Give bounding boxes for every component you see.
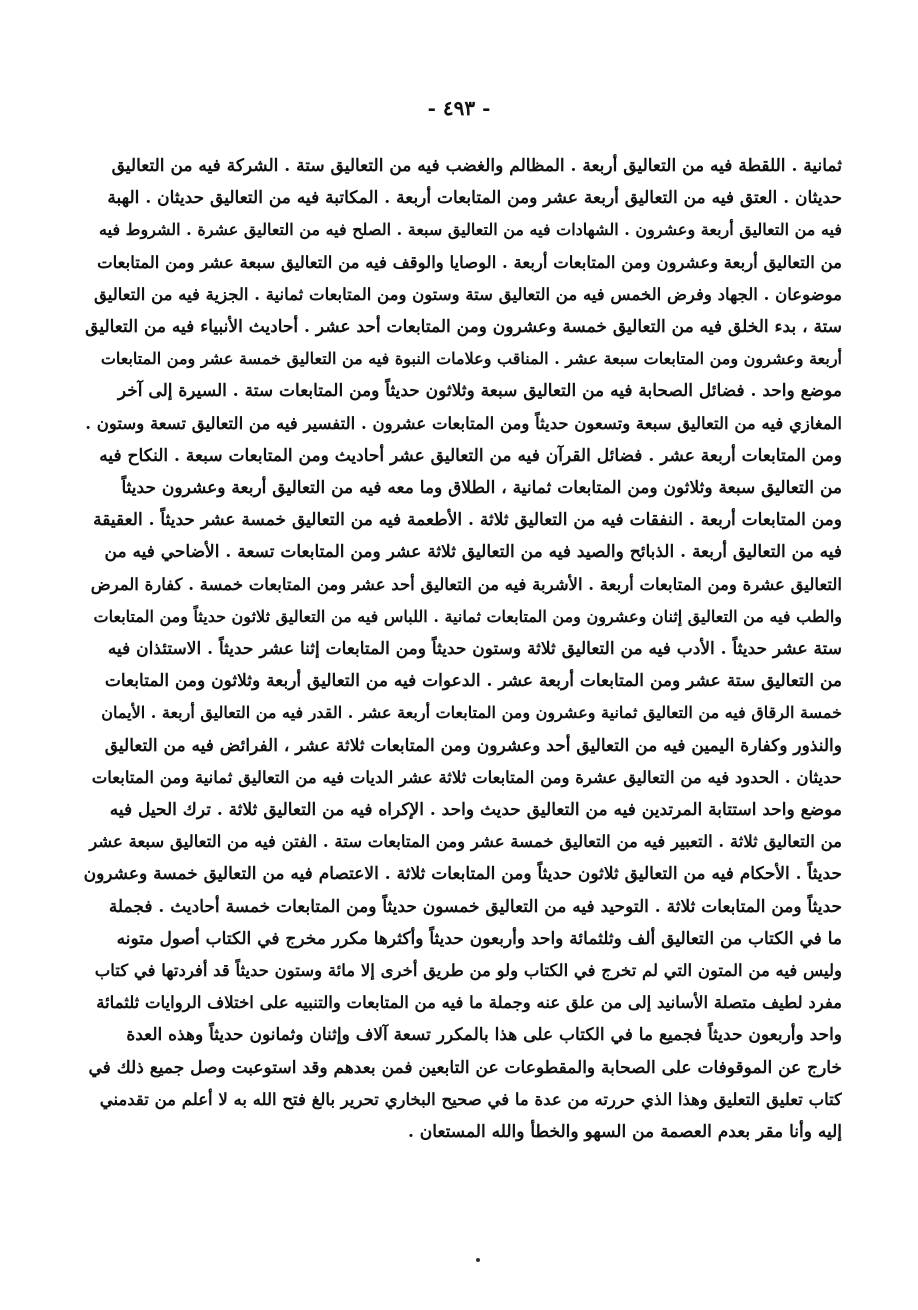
body-text bbox=[80, 150, 842, 1148]
text-line: والطب فيه من التعاليق إثنان وعشرون ومن المتابعات ثمانية . اللباس فيه من التعاليق ثلاثون حديثاً ومن المتابعات bbox=[93, 606, 842, 626]
text-line: خارج عن الموقوفات على الصحابة والمقطوعات عن التابعين فمن بعدهم وقد استوعبت وصل جميع ذلك في bbox=[88, 1057, 842, 1078]
text-line: أربعة وعشرون ومن المتابعات سبعة عشر . المناقب وعلامات النبوة فيه من التعاليق خمسة عشر ومن المتابعات bbox=[100, 349, 842, 369]
text-line: خمسة الرقاق فيه من التعاليق ثمانية وعشرون ومن المتابعات أربعة عشر . القدر فيه من التعاليق أربعة . الأيمان bbox=[101, 703, 842, 723]
text-line: ستة ، بدء الخلق فيه من التعاليق خمسة وعشرون ومن المتابعات أحد عشر . أحاديث الأنبياء فيه من التعاليق bbox=[85, 317, 842, 338]
text-line: التعاليق عشرة ومن المتابعات أربعة . الأشربة فيه من التعاليق أحد عشر ومن المتابعات خمسة . كفارة المرض bbox=[90, 574, 842, 594]
text-line: حديثاً ومن المتابعات ثلاثة . التوحيد فيه من التعاليق خمسون حديثاً ومن المتابعات خمسة أحاديث . فجملة bbox=[108, 896, 842, 917]
text-line: حديثان . الحدود فيه من التعاليق عشرة ومن المتابعات ثلاثة عشر الديات فيه من التعاليق ثمانية ومن المتابعات bbox=[91, 767, 842, 787]
text-line: كتاب تعليق التعليق وهذا الذي حررته من عدة ما في صحيح البخاري تحرير بالغ فتح الله به لا أعلم من تقدمني bbox=[99, 1089, 842, 1109]
text-line: موضوعان . الجهاد وفرض الخمس فيه من التعاليق ستة وستون ومن المتابعات ثمانية . الجزية فيه من التعاليق bbox=[93, 284, 842, 304]
text-line: من التعاليق سبعة وثلاثون ومن المتابعات ثمانية ، الطلاق وما معه فيه من التعاليق أربعة وعشرون حديثاً bbox=[121, 478, 842, 499]
text-line: مفرد لطيف متصلة الأسانيد إلى من علق عنه وجملة ما فيه من المتابعات والتنبيه على اختلاف الروايات ثلثمائة bbox=[96, 993, 842, 1013]
text-line: حديثان . العتق فيه من التعاليق أربعة عشر ومن المتابعات أربعة . المكاتبة فيه من التعاليق حديثان . الهبة bbox=[107, 188, 842, 209]
text-line: واحد وأربعون حديثاً فجميع ما في الكتاب على هذا بالمكرر تسعة آلاف وإثنان وثمانون حديثاً وهذه العدة bbox=[126, 1025, 842, 1046]
text-line: من التعاليق ثلاثة . التعبير فيه من التعاليق خمسة عشر ومن المتابعات ستة . الفتن فيه من التعاليق سبعة عشر bbox=[89, 832, 842, 852]
text-line: والنذور وكفارة اليمين فيه من التعاليق أحد وعشرون ومن المتابعات ثلاثة عشر ، الفرائض فيه من التعاليق bbox=[104, 735, 842, 756]
text-line: ما في الكتاب من التعاليق ألف وثلثمائة واحد وأربعون حديثاً وأكثرها مكرر مخرج في الكتاب أصول متونه bbox=[116, 928, 842, 949]
text-line: من التعاليق ستة عشر ومن المتابعات أربعة عشر . الدعوات فيه من التعاليق أربعة وثلاثون ومن المتابعات bbox=[104, 671, 842, 692]
text-line: فيه من التعاليق أربعة وعشرون . الشهادات فيه من التعاليق سبعة . الصلح فيه من التعاليق عشرة . الشروط فيه bbox=[99, 220, 842, 240]
text-line-last: إليه وأنا مقر بعدم العصمة من السهو والخطأ والله المستعان . bbox=[407, 1122, 842, 1143]
text-line: موضع واحد . فضائل الصحابة فيه من التعاليق سبعة وثلاثون حديثاً ومن المتابعات ستة . السيرة إلى آخر bbox=[117, 381, 842, 402]
text-line: ستة عشر حديثاً . الأدب فيه من التعاليق ثلاثة وستون حديثاً ومن المتابعات إثنا عشر حديثاً . الاستئذان فيه bbox=[107, 639, 842, 660]
text-line: ومن المتابعات أربعة عشر . فضائل القرآن فيه من التعاليق عشر أحاديث ومن المتابعات سبعة . النكاح فيه bbox=[99, 445, 842, 466]
text-line: فيه من التعاليق أربعة . الذبائح والصيد فيه من التعاليق ثلاثة عشر ومن المتابعات تسعة . الأضاحي فيه من bbox=[104, 542, 842, 563]
page-number: - ٤٩٣ - bbox=[427, 96, 491, 120]
text-line: ثمانية . اللقطة فيه من التعاليق أربعة . المظالم والغضب فيه من التعاليق ستة . الشركة فيه من التعاليق bbox=[111, 156, 842, 176]
text-line: وليس فيه من المتون التي لم تخرج في الكتاب ولو من طريق أخرى إلا مائة وستون حديثاً قد أفردتها في كتاب bbox=[94, 961, 842, 981]
text-line: حديثاً . الأحكام فيه من التعاليق ثلاثون حديثاً ومن المتابعات ثلاثة . الاعتصام فيه من التعاليق خمسة وعشرون bbox=[83, 864, 842, 885]
text-line: ومن المتابعات أربعة . النفقات فيه من التعاليق ثلاثة . الأطعمة فيه من التعاليق خمسة عشر حديثاً . العقيقة bbox=[93, 510, 842, 531]
text-line: موضع واحد استتابة المرتدين فيه من التعاليق حديث واحد . الإكراه فيه من التعاليق ثلاثة . ترك الحيل فيه bbox=[109, 800, 842, 821]
scan-dot-mark bbox=[476, 1258, 480, 1262]
text-line: من التعاليق أربعة وعشرون ومن المتابعات أربعة . الوصايا والوقف فيه من التعاليق سبعة عشر ومن المتابعات bbox=[97, 252, 842, 272]
text-line: المغازي فيه من التعاليق سبعة وتسعون حديثاً ومن المتابعات عشرون . التفسير فيه من التعاليق تسعة وستون . bbox=[85, 413, 842, 433]
